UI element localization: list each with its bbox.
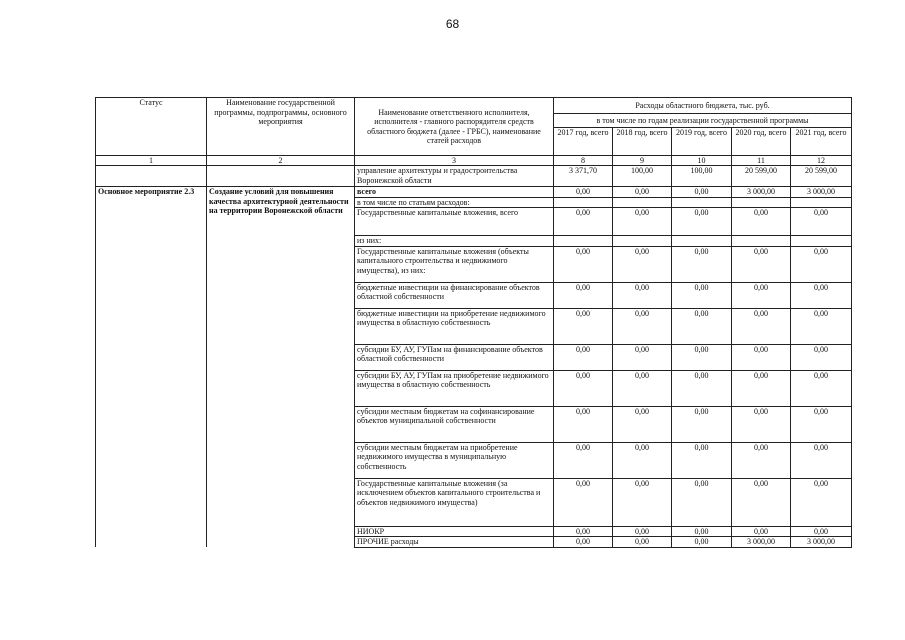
- expense-item-name: НИОКР: [355, 526, 554, 537]
- value-cell: 0,00: [732, 406, 791, 442]
- prev-value-cell: 100,00: [672, 166, 732, 187]
- column-number: 9: [613, 156, 672, 166]
- value-cell: 0,00: [672, 187, 732, 198]
- value-cell: 0,00: [554, 308, 613, 344]
- column-number: 12: [791, 156, 852, 166]
- value-cell: 0,00: [672, 282, 732, 308]
- column-number: 11: [732, 156, 791, 166]
- value-cell: 0,00: [672, 537, 732, 548]
- header-executor: Наименование ответственного исполнителя, исполнителя - главного распорядителя средств областного бюджета (далее - ГРБС), наименование статей расходов: [355, 98, 554, 156]
- value-cell: 0,00: [554, 282, 613, 308]
- value-cell: [613, 236, 672, 247]
- column-number: 1: [96, 156, 207, 166]
- value-cell: 0,00: [613, 370, 672, 406]
- expense-item-name: субсидии БУ, АУ, ГУПам на приобретение недвижимого имущества в областную собственность: [355, 370, 554, 406]
- value-cell: 0,00: [613, 208, 672, 236]
- value-cell: 0,00: [732, 308, 791, 344]
- value-cell: 0,00: [672, 478, 732, 526]
- expense-item-name: бюджетные инвестиции на приобретение недвижимого имущества в областную собственность: [355, 308, 554, 344]
- expense-item-name: бюджетные инвестиции на финансирование объектов областной собственности: [355, 282, 554, 308]
- value-cell: 0,00: [613, 344, 672, 370]
- value-cell: 3 000,00: [791, 187, 852, 198]
- expense-item-name: ПРОЧИЕ расходы: [355, 537, 554, 548]
- value-cell: 0,00: [613, 406, 672, 442]
- expense-item-name: субсидии БУ, АУ, ГУПам на финансирование объектов областной собственности: [355, 344, 554, 370]
- value-cell: 0,00: [732, 442, 791, 478]
- value-cell: [554, 236, 613, 247]
- value-cell: 0,00: [554, 187, 613, 198]
- value-cell: 0,00: [791, 344, 852, 370]
- value-cell: [732, 236, 791, 247]
- value-cell: 0,00: [554, 526, 613, 537]
- value-cell: 3 000,00: [791, 537, 852, 548]
- value-cell: 0,00: [554, 208, 613, 236]
- value-cell: 0,00: [791, 478, 852, 526]
- header-expenses: Расходы областного бюджета, тыс. руб.: [554, 98, 852, 114]
- value-cell: 3 000,00: [732, 187, 791, 198]
- value-cell: 0,00: [554, 246, 613, 282]
- value-cell: 0,00: [554, 344, 613, 370]
- prev-value-cell: 20 599,00: [791, 166, 852, 187]
- value-cell: [672, 236, 732, 247]
- value-cell: 0,00: [672, 370, 732, 406]
- value-cell: 0,00: [554, 537, 613, 548]
- value-cell: 0,00: [732, 478, 791, 526]
- value-cell: 0,00: [791, 246, 852, 282]
- prev-value-cell: 100,00: [613, 166, 672, 187]
- value-cell: 0,00: [613, 478, 672, 526]
- value-cell: 0,00: [554, 478, 613, 526]
- value-cell: 0,00: [732, 282, 791, 308]
- expense-item-name: субсидии местным бюджетам на приобретение недвижимого имущества в муниципальную собственность: [355, 442, 554, 478]
- value-cell: 0,00: [672, 344, 732, 370]
- value-cell: 0,00: [613, 537, 672, 548]
- value-cell: 0,00: [613, 442, 672, 478]
- expense-item-name: всего: [355, 187, 554, 198]
- header-year-4: 2020 год, всего: [732, 128, 791, 156]
- value-cell: 0,00: [672, 526, 732, 537]
- value-cell: [732, 197, 791, 208]
- value-cell: 0,00: [791, 442, 852, 478]
- value-cell: [613, 197, 672, 208]
- value-cell: 0,00: [672, 406, 732, 442]
- page-number: 68: [445, 17, 460, 31]
- value-cell: [672, 197, 732, 208]
- value-cell: 0,00: [791, 526, 852, 537]
- header-by-years: в том числе по годам реализации государственной программы: [554, 114, 852, 128]
- column-number: 10: [672, 156, 732, 166]
- value-cell: 0,00: [732, 246, 791, 282]
- value-cell: 0,00: [672, 442, 732, 478]
- column-number: 3: [355, 156, 554, 166]
- value-cell: [791, 236, 852, 247]
- value-cell: 0,00: [613, 526, 672, 537]
- value-cell: 0,00: [732, 526, 791, 537]
- expense-item-name: в том числе по статьям расходов:: [355, 197, 554, 208]
- value-cell: 0,00: [672, 246, 732, 282]
- prev-executor-name: управление архитектуры и градостроительства Воронежской области: [355, 166, 554, 187]
- value-cell: 0,00: [791, 406, 852, 442]
- header-status: Статус: [96, 98, 207, 156]
- value-cell: 0,00: [554, 406, 613, 442]
- value-cell: 0,00: [732, 370, 791, 406]
- value-cell: 0,00: [791, 208, 852, 236]
- value-cell: 0,00: [613, 308, 672, 344]
- expense-item-name: Государственные капитальные вложения, всего: [355, 208, 554, 236]
- prev-value-cell: 3 371,70: [554, 166, 613, 187]
- value-cell: 0,00: [554, 442, 613, 478]
- header-year-5: 2021 год, всего: [791, 128, 852, 156]
- value-cell: 0,00: [613, 187, 672, 198]
- column-number: 8: [554, 156, 613, 166]
- prev-program-cell: [207, 166, 355, 187]
- value-cell: [791, 197, 852, 208]
- prev-status-cell: [96, 166, 207, 187]
- value-cell: 3 000,00: [732, 537, 791, 548]
- expense-item-name: из них:: [355, 236, 554, 247]
- value-cell: 0,00: [554, 370, 613, 406]
- table-row: [96, 187, 852, 198]
- header-program: Наименование государственной программы, подпрограммы, основного мероприятия: [207, 98, 355, 156]
- header-year-3: 2019 год, всего: [672, 128, 732, 156]
- value-cell: 0,00: [791, 370, 852, 406]
- expense-item-name: субсидии местным бюджетам на софинансирование объектов муниципальной собственности: [355, 406, 554, 442]
- prev-value-cell: 20 599,00: [732, 166, 791, 187]
- header-year-2: 2018 год, всего: [613, 128, 672, 156]
- value-cell: 0,00: [672, 208, 732, 236]
- expense-item-name: Государственные капитальные вложения (объекты капитального строительства и недвижимого имущества), из них:: [355, 246, 554, 282]
- value-cell: 0,00: [672, 308, 732, 344]
- header-year-1: 2017 год, всего: [554, 128, 613, 156]
- value-cell: 0,00: [613, 282, 672, 308]
- budget-table: [95, 97, 852, 548]
- value-cell: 0,00: [732, 208, 791, 236]
- value-cell: 0,00: [791, 282, 852, 308]
- value-cell: 0,00: [791, 308, 852, 344]
- activity-status: Основное мероприятие 2.3: [96, 187, 207, 548]
- value-cell: 0,00: [732, 344, 791, 370]
- activity-title: Создание условий для повышения качества архитектурной деятельности на территории Воронежской области: [207, 187, 355, 548]
- value-cell: 0,00: [613, 246, 672, 282]
- column-number: 2: [207, 156, 355, 166]
- expense-item-name: Государственные капитальные вложения (за исключением объектов капитального строительства и объектов недвижимого имущества): [355, 478, 554, 526]
- value-cell: [554, 197, 613, 208]
